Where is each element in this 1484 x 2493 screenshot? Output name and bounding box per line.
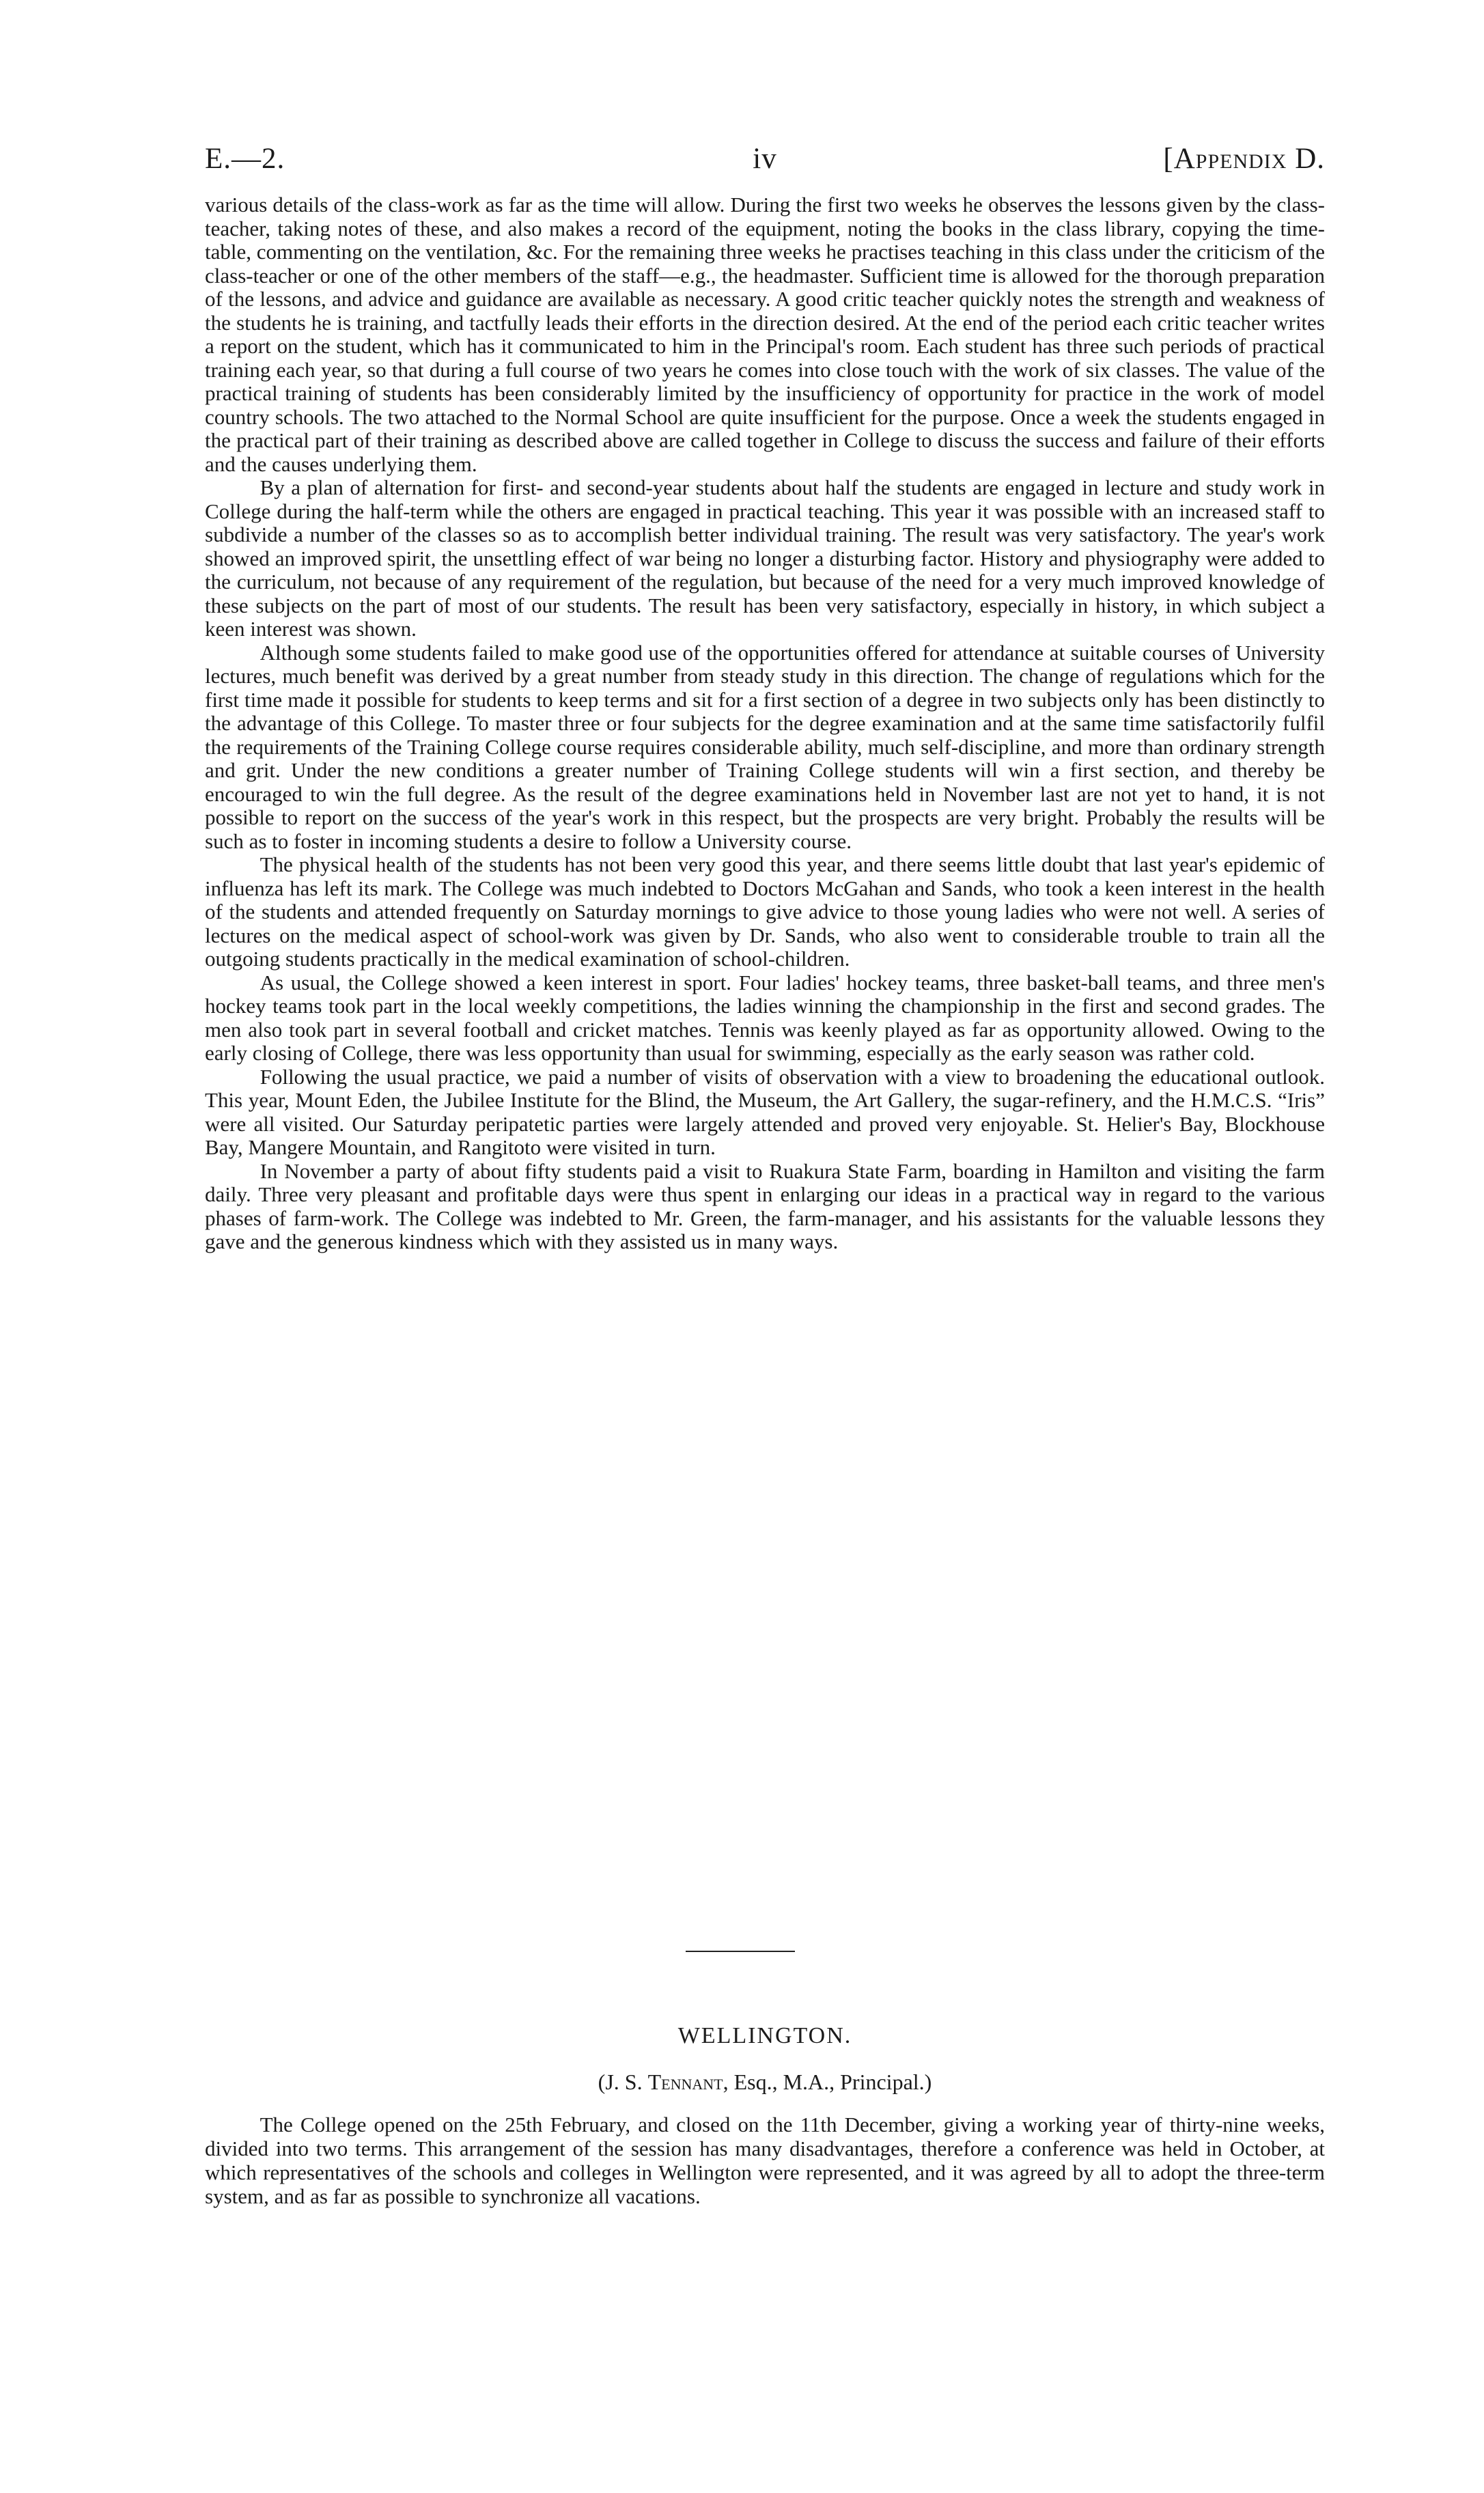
section-principal-line: [205, 2070, 1325, 2095]
principal-name: Tennant: [647, 2070, 723, 2094]
paragraph-alternation-plan: By a plan of alternation for first- and second-year students about half the students are engaged in lecture and study work in College during the half-term while the others are engaged in practical teaching. This year it was possible with an increased staff to subdivide a number of the classes so as to accomplish better individual training. The result was very satisfactory. The year's work showed an improved spirit, the unsettling effect of war being no longer a disturbing factor. History and physiography were added to the curriculum, not because of any requirement of the regulation, but because of the need for a very much improved knowledge of these subjects on the part of most of our students. The result has been very satisfactory, especially in history, in which subject a keen interest was shown.: [205, 475, 1325, 641]
running-header: [205, 142, 1325, 183]
paragraph-sport: As usual, the College showed a keen interest in sport. Four ladies' hockey teams, three basket-ball teams, and three men's hockey teams took part in the local weekly competitions, the ladies winning the championship in the first and second grades. The men also took part in several football and cricket matches. Tennis was keenly played as far as opportunity allowed. Owing to the early closing of College, there was less opportunity than usual for swimming, especially as the early season was rather cold.: [205, 970, 1325, 1065]
wellington-text: [205, 2113, 1325, 2208]
paragraph-university-lectures: Although some students failed to make good use of the opportunities offered for attendance at suitable courses of University lectures, much benefit was derived by a great number from steady study in this direction. The change of regulations which for the first time made it possible for students to keep terms and sit for a first section of a degree in two subjects only has been distinctly to the advantage of this College. To master three or four subjects for the degree examination and at the same time satisfactorily fulfil the requirements of the Training College course requires considerable ability, much self-discipline, and more than ordinary strength and grit. Under the new conditions a greater number of Training College students will win a first section, and thereby be encouraged to win the full degree. As the result of the degree examinations held in November last are not yet to hand, it is not possible to report on the success of the year's work in this respect, but the prospects are very bright. Probably the results will be such as to foster in incoming students a desire to follow a University course.: [205, 640, 1325, 853]
principal-prefix: (J. S.: [598, 2070, 648, 2094]
paragraph-wellington-session: The College opened on the 25th February, and closed on the 11th December, giving a working year of thirty-nine weeks, divided into two terms. This arrangement of the session has many disadvantages, therefore a conference was held in October, at which representatives of the schools and colleges in Wellington were represented, and it was agreed by all to adopt the three-term system, and as far as possible to synchronize all vacations.: [205, 2113, 1325, 2208]
section-heading: WELLINGTON.: [677, 2023, 852, 2048]
body-text: [205, 193, 1325, 1254]
paragraph-visits: Following the usual practice, we paid a number of visits of observation with a view to broadening the educational outlook. This year, Mount Eden, the Jubilee Institute for the Blind, the Museum, the Art Gallery, the sugar-refinery, and the H.M.C.S. “Iris” were all visited. Our Saturday peripatetic parties were largely attended and proved very enjoyable. St. Helier's Bay, Blockhouse Bay, Mangere Mountain, and Rangitoto were visited in turn.: [205, 1064, 1325, 1159]
principal-suffix: , Esq., M.A., Principal.): [723, 2070, 932, 2094]
paragraph-physical-health: The physical health of the students has not been very good this year, and there seems little doubt that last year's epidemic of influenza has left its mark. The College was much indebted to Doctors McGahan and Sands, who took a keen interest in the health of the students and attended frequently on Saturday mornings to give advice to those young ladies who were not well. A series of lectures on the medical aspect of school-work was given by Dr. Sands, who also went to considerable trouble to train all the outgoing students practically in the medical examination of school-children.: [205, 852, 1325, 971]
header-appendix: [Appendix D.: [1163, 143, 1325, 175]
section-divider: [686, 1951, 795, 1952]
paragraph-practical-training: various details of the class-work as far as the time will allow. During the first two weeks he observes the lessons given by the class-teacher, taking notes of these, and also makes a record of the equipment, noting the books in the class library, copying the time-table, commenting on the ventilation, &c. For the remaining three weeks he practises teaching in this class under the criticism of the class-teacher or one of the other members of the staff—e.g., the headmaster. Sufficient time is allowed for the thorough preparation of the lessons, and advice and guidance are available as necessary. A good critic teacher quickly notes the strength and weakness of the students he is training, and tactfully leads their efforts in the direction desired. At the end of the period each critic teacher writes a report on the student, which has it communicated to him in the Principal's room. Each student has three such periods of practical training each year, so that during a full course of two years he comes into close touch with the work of six classes. The value of the practical training of students has been considerably limited by the insufficiency of opportunity for practice in the work of model country schools. The two attached to the Normal School are quite insufficient for the purpose. Once a week the students engaged in the practical part of their training as described above are called together in College to discuss the success and failure of their efforts and the causes underlying them.: [205, 193, 1325, 476]
header-reference: E.—2.: [205, 143, 285, 175]
page-number: iv: [753, 143, 777, 175]
paragraph-farm-visit: In November a party of about fifty students paid a visit to Ruakura State Farm, boarding in Hamilton and visiting the farm daily. Three very pleasant and profitable days were thus spent in enlarging our ideas in a practical way in regard to the various phases of farm-work. The College was indebted to Mr. Green, the farm-manager, and his assistants for the valuable lessons they gave and the generous kindness which with they assisted us in many ways.: [205, 1158, 1325, 1253]
